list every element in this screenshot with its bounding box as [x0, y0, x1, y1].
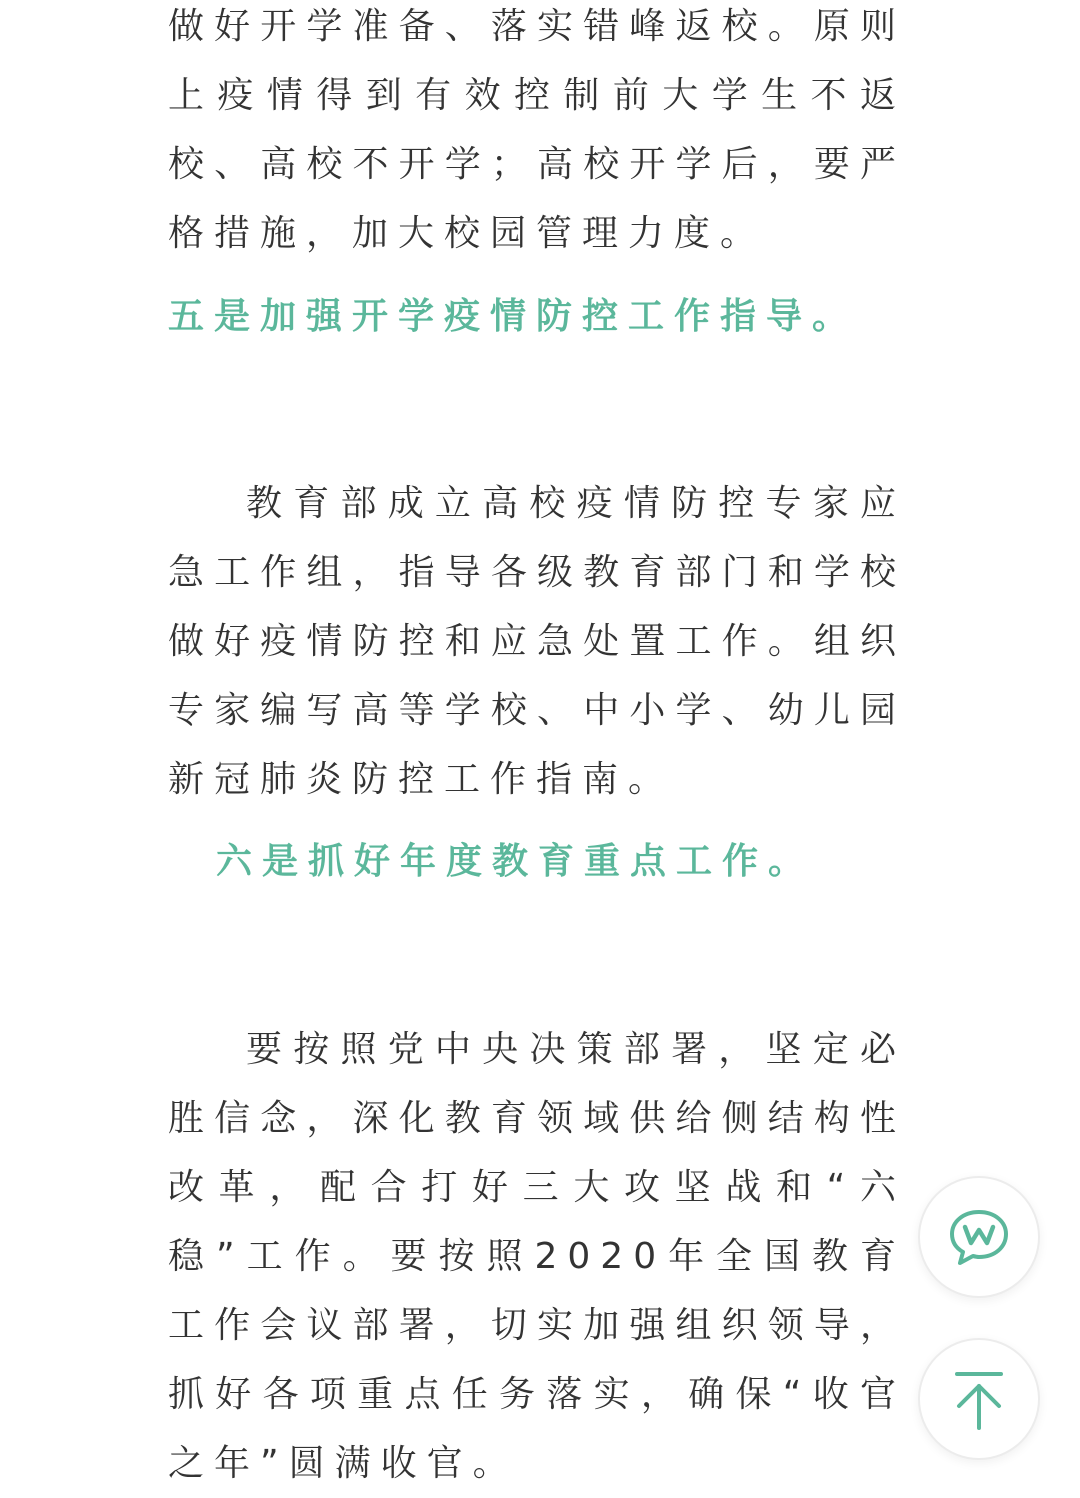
section-spacer: [168, 896, 906, 1015]
paragraph-section-6: 要按照党中央决策部署，坚定必胜信念，深化教育领域供给侧结构性改革，配合打好三大攻坚战和“六稳”工作。要按照2020年全国教育工作会议部署，切实加强组织领导，抓好各项重点任务落实，确保“收官之年”圆满收官。: [168, 1029, 906, 1484]
article-body: [168, 0, 906, 1498]
comment-button[interactable]: [918, 1176, 1040, 1298]
comment-w-icon: [946, 1206, 1012, 1268]
section-heading-6: 六是抓好年度教育重点工作。: [216, 841, 815, 882]
paragraph-intro: 做好开学准备、落实错峰返校。原则上疫情得到有效控制前大学生不返校、高校不开学；高校开学后，要严格措施，加大校园管理力度。: [168, 6, 906, 254]
paragraph-section-5: 教育部成立高校疫情防控专家应急工作组，指导各级教育部门和学校做好疫情防控和应急处置工作。组织专家编写高等学校、中小学、幼儿园新冠肺炎防控工作指南。: [168, 483, 906, 800]
section-heading-5: 五是加强开学疫情防控工作指导。: [168, 296, 859, 337]
section-spacer: [168, 351, 906, 469]
back-to-top-icon: [949, 1366, 1009, 1432]
back-to-top-button[interactable]: [918, 1338, 1040, 1460]
